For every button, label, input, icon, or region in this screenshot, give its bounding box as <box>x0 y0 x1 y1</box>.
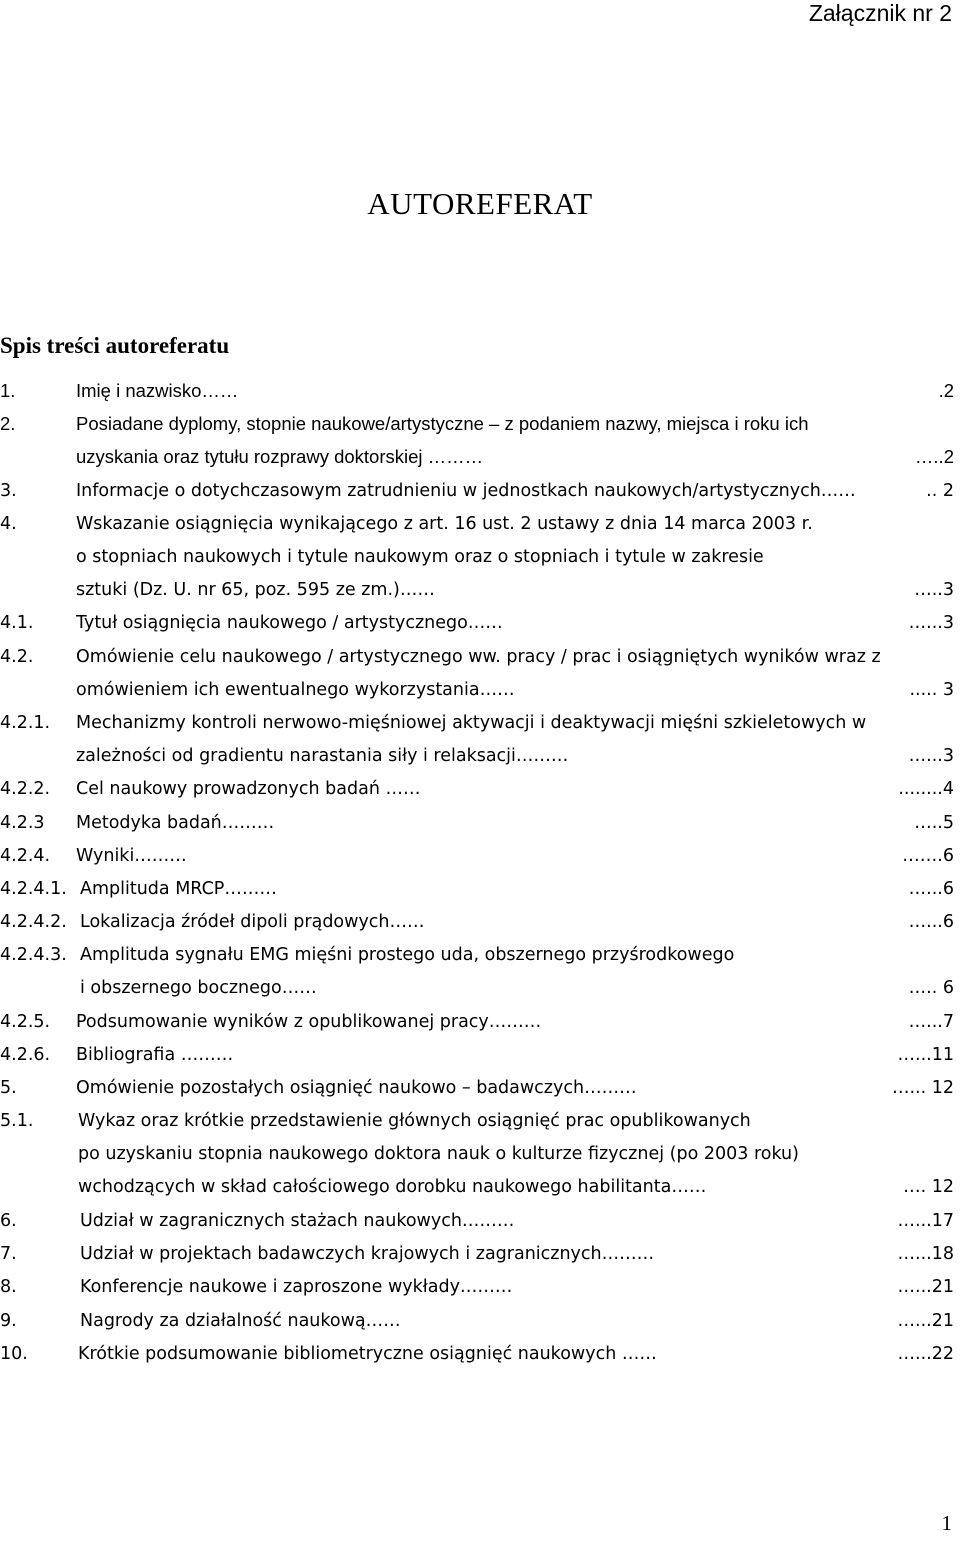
document-title: AUTOREFERAT <box>367 186 593 221</box>
toc-entry-text: Wykaz oraz krótkie przedstawienie głównych osiągnięć prac opublikowanych <box>78 1111 751 1131</box>
toc-entry-page: …...21 <box>897 1277 954 1297</box>
toc-entry-text: Podsumowanie wyników z opublikowanej pracy……… <box>76 1012 542 1032</box>
toc-entry-text: Krótkie podsumowanie bibliometryczne osiągnięć naukowych …… <box>78 1344 657 1364</box>
toc-entry[interactable] <box>0 508 960 608</box>
toc-entry[interactable] <box>0 1039 960 1072</box>
toc-entry-text: o stopniach naukowych i tytule naukowym oraz o stopniach i tytule w zakresie <box>76 547 764 567</box>
toc-entry[interactable] <box>0 840 960 873</box>
toc-entry[interactable] <box>0 1105 960 1205</box>
toc-entry-text: Nagrody za działalność naukową…… <box>80 1311 401 1331</box>
toc-entry-page: …... 12 <box>891 1078 954 1098</box>
toc-entry[interactable] <box>0 807 960 840</box>
toc-entry-page: ..... 3 <box>909 680 954 700</box>
toc-entry-page: …...7 <box>908 1012 954 1032</box>
toc-entry[interactable] <box>0 1072 960 1105</box>
toc-entry-number: 10. <box>0 1344 28 1364</box>
toc-entry[interactable] <box>0 1338 960 1371</box>
toc-entry-text: zależności od gradientu narastania siły i relaksacji……… <box>76 746 569 766</box>
toc-entry-text: sztuki (Dz. U. nr 65, poz. 595 ze zm.)…… <box>76 580 435 600</box>
toc-entry-text: Amplituda MRCP……… <box>80 879 277 899</box>
table-of-contents <box>0 375 960 1365</box>
toc-entry-number: 5.1. <box>0 1111 34 1131</box>
toc-entry[interactable] <box>0 939 960 1005</box>
toc-entry-text: Udział w projektach badawczych krajowych i zagranicznych……… <box>80 1244 655 1264</box>
toc-entry-text: Wyniki……… <box>76 846 187 866</box>
toc-entry-number: 6. <box>0 1211 17 1231</box>
toc-entry[interactable] <box>0 707 960 773</box>
toc-entry-text: Mechanizmy kontroli nerwowo-mięśniowej aktywacji i deaktywacji mięśni szkieletowych w <box>76 713 867 733</box>
toc-entry-text: Cel naukowy prowadzonych badań …… <box>76 779 421 799</box>
toc-entry-text: uzyskania oraz tytułu rozprawy doktorskiej ……… <box>76 446 484 467</box>
toc-entry-text: i obszernego bocznego…… <box>80 978 317 998</box>
page-number: 1 <box>941 1511 952 1535</box>
toc-entry-text: wchodzących w skład całościowego dorobku naukowego habilitanta…… <box>78 1177 707 1197</box>
toc-entry-text: Informacje o dotychczasowym zatrudnieniu w jednostkach naukowych/artystycznych…… <box>76 481 856 501</box>
toc-entry-text: Konferencje naukowe i zaproszone wykłady……… <box>80 1277 513 1297</box>
toc-entry[interactable] <box>0 873 960 906</box>
toc-entry-number: 4.2.4.3. <box>0 945 67 965</box>
toc-entry[interactable] <box>0 1305 960 1338</box>
toc-entry-number: 4.2.4. <box>0 846 51 866</box>
toc-entry-page: …...11 <box>897 1045 954 1065</box>
toc-entry-number: 4.2. <box>0 647 34 667</box>
annex-label: Załącznik nr 2 <box>808 0 952 26</box>
toc-entry-text: Omówienie pozostałych osiągnięć naukowo – badawczych……… <box>76 1078 637 1098</box>
toc-entry-page: …...6 <box>908 912 954 932</box>
toc-entry[interactable] <box>0 1238 960 1271</box>
toc-entry-page: .. 2 <box>926 481 954 501</box>
toc-entry-page: …...3 <box>908 613 954 633</box>
toc-entry-page: ........4 <box>898 779 954 799</box>
toc-entry-number: 2. <box>0 413 16 434</box>
toc-entry-text: Posiadane dyplomy, stopnie naukowe/artystyczne – z podaniem nazwy, miejsca i roku ich <box>76 413 809 434</box>
toc-entry-text: po uzyskaniu stopnia naukowego doktora nauk o kulturze fizycznej (po 2003 roku) <box>78 1144 799 1164</box>
toc-entry-number: 4.2.3 <box>0 813 45 833</box>
toc-entry[interactable] <box>0 607 960 640</box>
toc-entry-number: 4. <box>0 514 17 534</box>
toc-entry-text: Tytuł osiągnięcia naukowego / artystycznego…… <box>76 613 503 633</box>
toc-entry-page: …...6 <box>908 879 954 899</box>
toc-entry-page: …...18 <box>897 1244 954 1264</box>
toc-entry-page: .2 <box>938 380 954 401</box>
toc-entry-number: 3. <box>0 481 17 501</box>
toc-entry-number: 4.2.4.1. <box>0 879 67 899</box>
toc-entry[interactable] <box>0 641 960 707</box>
toc-entry-text: Metodyka badań……… <box>76 813 275 833</box>
toc-entry-number: 8. <box>0 1277 17 1297</box>
toc-entry[interactable] <box>0 773 960 806</box>
toc-entry[interactable] <box>0 475 960 508</box>
toc-entry-text: Wskazanie osiągnięcia wynikającego z art. 16 ust. 2 ustawy z dnia 14 marca 2003 r. <box>76 514 813 534</box>
toc-entry-page: …..3 <box>914 580 954 600</box>
toc-entry-number: 9. <box>0 1311 17 1331</box>
toc-entry-page: ….. 6 <box>908 978 954 998</box>
toc-entry[interactable] <box>0 1006 960 1039</box>
toc-entry-text: omówieniem ich ewentualnego wykorzystania…… <box>76 680 515 700</box>
toc-entry-page: …….6 <box>902 846 954 866</box>
toc-entry-page: …...22 <box>897 1344 954 1364</box>
toc-entry-number: 7. <box>0 1244 17 1264</box>
toc-heading: Spis treści autoreferatu <box>0 333 230 358</box>
toc-entry-number: 4.2.6. <box>0 1045 51 1065</box>
toc-entry-text: Imię i nazwisko…… <box>76 380 239 401</box>
toc-entry-text: Omówienie celu naukowego / artystycznego ww. pracy / prac i osiągniętych wyników wraz z <box>76 647 881 667</box>
toc-entry-number: 5. <box>0 1078 17 1098</box>
toc-entry[interactable] <box>0 1271 960 1304</box>
toc-entry-number: 4.2.1. <box>0 713 51 733</box>
toc-entry-number: 4.2.2. <box>0 779 51 799</box>
toc-entry-text: Bibliografia ……… <box>76 1045 234 1065</box>
toc-entry-number: 4.2.5. <box>0 1012 51 1032</box>
toc-entry-page: …...21 <box>897 1311 954 1331</box>
toc-entry-page: …...3 <box>908 746 954 766</box>
toc-entry[interactable] <box>0 375 960 408</box>
toc-entry-number: 4.1. <box>0 613 34 633</box>
toc-entry-text: Amplituda sygnału EMG mięśni prostego uda, obszernego przyśrodkowego <box>80 945 735 965</box>
toc-entry-page: …..2 <box>914 446 954 467</box>
toc-entry[interactable] <box>0 906 960 939</box>
toc-entry-page: …..5 <box>914 813 954 833</box>
toc-entry-number: 1. <box>0 380 16 401</box>
toc-entry[interactable] <box>0 1205 960 1238</box>
toc-entry[interactable] <box>0 408 960 474</box>
toc-entry-text: Lokalizacja źródeł dipoli prądowych…… <box>80 912 425 932</box>
toc-entry-number: 4.2.4.2. <box>0 912 67 932</box>
toc-entry-page: …...17 <box>897 1211 954 1231</box>
toc-entry-text: Udział w zagranicznych stażach naukowych……… <box>80 1211 515 1231</box>
toc-entry-page: …. 12 <box>903 1177 954 1197</box>
